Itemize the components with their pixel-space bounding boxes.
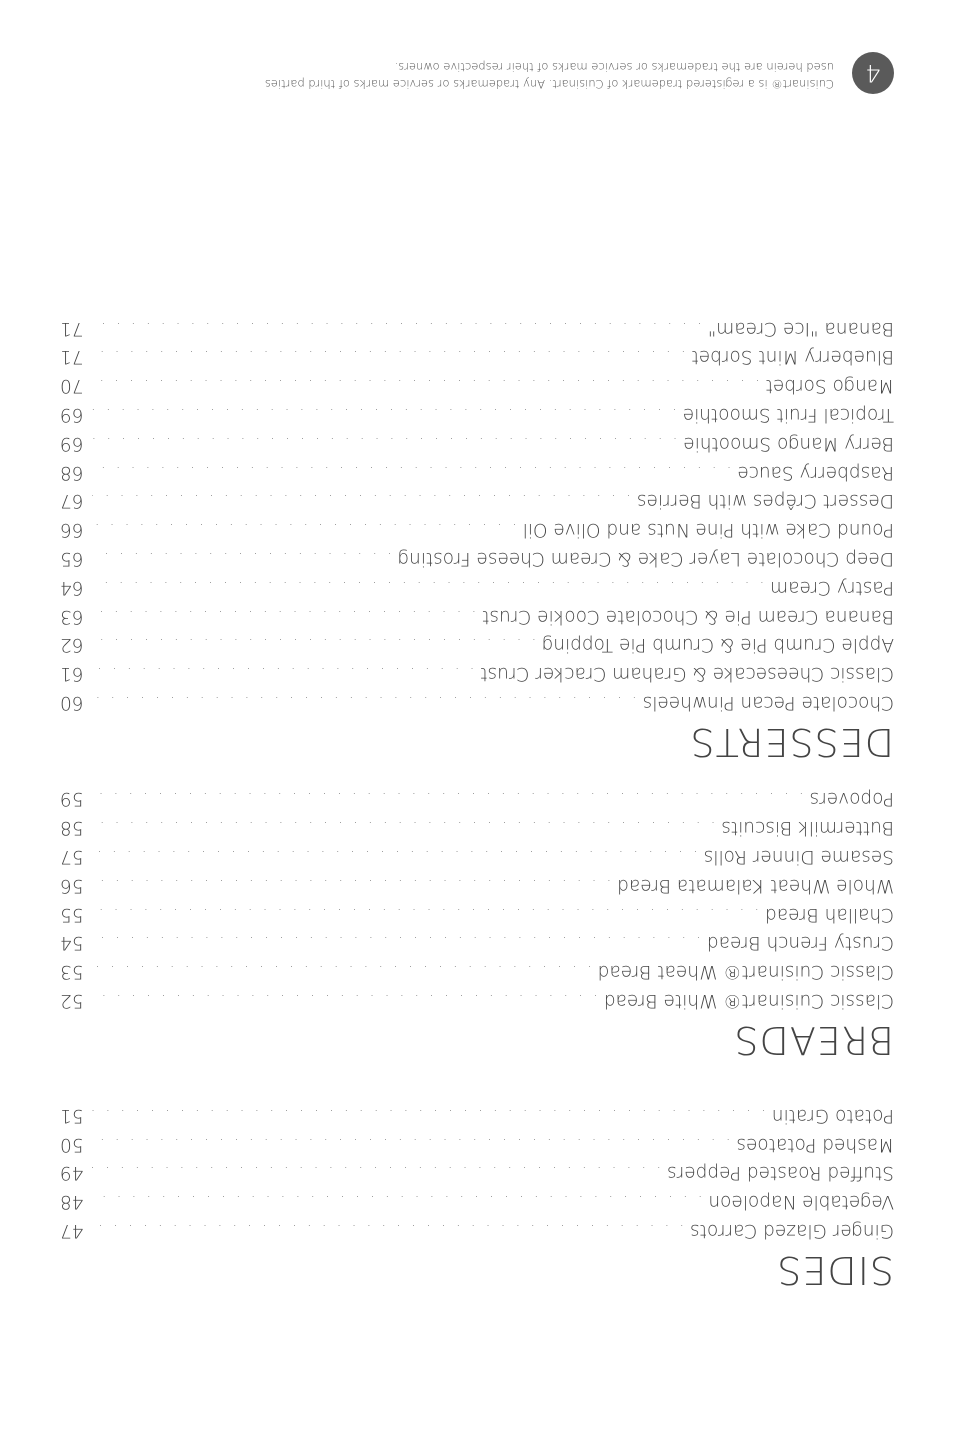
- dot-leader: [92, 955, 592, 984]
- entry-page: 47: [60, 1220, 84, 1241]
- entry-name: Classic Cuisinart® Wheat Bread: [597, 961, 894, 983]
- entry-name: Pound Cake with Pine Nuts and Olive Oil: [522, 519, 894, 541]
- entry-page: 54: [60, 932, 84, 954]
- entry-page: 59: [60, 788, 84, 810]
- entry-page: 52: [60, 990, 84, 1011]
- entry-page: 49: [60, 1162, 84, 1184]
- entry-name: Dessert Crêpes with Berries: [636, 490, 894, 512]
- entry-name: Whole Wheat Kalamata Bread: [617, 874, 894, 896]
- entry-name: Popovers: [809, 788, 894, 810]
- entry-page: 64: [60, 576, 84, 598]
- page-number-badge: 4: [852, 52, 894, 94]
- entry-page: 57: [60, 846, 84, 868]
- toc-entry[interactable]: [60, 1158, 894, 1187]
- dot-leader: [92, 657, 474, 686]
- entry-page: 66: [60, 519, 84, 541]
- entry-name: Stuffed Roasted Peppers: [666, 1162, 894, 1184]
- entry-name: Buttermilk Biscuits: [721, 817, 894, 839]
- toc-entry[interactable]: [60, 428, 894, 457]
- entry-page: 70: [60, 375, 84, 397]
- toc-entry[interactable]: [60, 514, 894, 543]
- entry-name: Classic Cuisinart® White Bread: [603, 990, 894, 1011]
- dot-leader: [92, 398, 677, 427]
- dot-leader: [92, 485, 631, 514]
- entry-page: 61: [60, 663, 84, 685]
- entry-page: 56: [60, 874, 84, 896]
- entry-page: 55: [60, 903, 84, 925]
- dot-leader: [92, 312, 702, 341]
- toc-entry[interactable]: [60, 784, 894, 813]
- toc-entry[interactable]: [60, 1100, 894, 1129]
- section-title: BREADS: [733, 1018, 894, 1062]
- dot-leader: [92, 927, 701, 956]
- entry-page: 67: [60, 490, 84, 512]
- dot-leader: [92, 1128, 730, 1157]
- entry-name: Ginger Glazed Carrots: [690, 1220, 894, 1241]
- toc-entry[interactable]: [60, 313, 894, 342]
- dot-leader: [92, 1214, 684, 1243]
- entry-name: Classic Cheesecake & Graham Cracker Crust: [480, 663, 894, 685]
- entry-page: 51: [60, 1104, 84, 1126]
- entry-name: Apple Crumb Pie & Crumb Pie Topping: [542, 634, 894, 656]
- dot-leader: [92, 427, 677, 456]
- dot-leader: [92, 1157, 661, 1186]
- toc-entry[interactable]: [60, 370, 894, 399]
- entry-name: Challah Bread: [765, 903, 894, 925]
- trademark-notice: [134, 58, 834, 92]
- dot-leader: [92, 1099, 766, 1128]
- toc-entry[interactable]: [60, 342, 894, 371]
- section-desserts: [60, 313, 894, 764]
- dot-leader: [92, 600, 476, 629]
- dot-leader: [92, 513, 517, 542]
- dot-leader: [92, 984, 598, 1013]
- entry-name: Banana Cream Pie & Chocolate Cookie Crust: [482, 605, 894, 627]
- entry-page: 50: [60, 1133, 84, 1155]
- dot-leader: [92, 629, 536, 658]
- entry-name: Vegetable Napoleon: [708, 1191, 894, 1213]
- entry-page: 71: [60, 317, 84, 339]
- toc-entry[interactable]: [60, 928, 894, 957]
- dot-leader: [92, 898, 759, 927]
- toc-entry[interactable]: [60, 812, 894, 841]
- toc-entry[interactable]: [60, 1186, 894, 1215]
- entry-page: 60: [60, 692, 84, 713]
- entry-name: Blueberry Mint Sorbet: [691, 346, 894, 368]
- entry-page: 71: [60, 346, 84, 368]
- toc-entry[interactable]: [60, 572, 894, 601]
- entry-name: Mashed Potatoes: [736, 1133, 894, 1155]
- entry-name: Banana "Ice Cream": [707, 317, 894, 339]
- toc-entry[interactable]: [60, 486, 894, 515]
- trademark-line-2: used herein are the trademarks or service marks of their respective owners.: [394, 60, 834, 74]
- entry-page: 48: [60, 1191, 84, 1213]
- entry-name: Mango Sorbet: [765, 375, 894, 397]
- toc-entry[interactable]: [60, 1129, 894, 1158]
- toc-entry[interactable]: [60, 870, 894, 899]
- entry-name: Tropical Fruit Smoothie: [682, 404, 894, 426]
- toc-entry[interactable]: [60, 985, 894, 1014]
- section-title: DESSERTS: [689, 720, 894, 764]
- toc-entry[interactable]: [60, 687, 894, 716]
- dot-leader: [92, 783, 804, 812]
- dot-leader: [92, 686, 637, 715]
- entry-name: Pastry Cream: [770, 576, 894, 598]
- dot-leader: [92, 369, 760, 398]
- dot-leader: [92, 811, 715, 840]
- entry-page: 68: [60, 461, 84, 483]
- dot-leader: [92, 456, 731, 485]
- entry-page: 53: [60, 961, 84, 983]
- entry-name: Potato Gratin: [771, 1104, 894, 1126]
- entry-page: 58: [60, 817, 84, 839]
- trademark-line-1: Cuisinart® is a registered trademark of Cuisinart. Any trademarks or service marks of third parties: [264, 77, 834, 91]
- toc-entry[interactable]: [60, 630, 894, 659]
- section-breads: [60, 784, 894, 1062]
- dot-leader: [92, 840, 698, 869]
- entry-page: 69: [60, 432, 84, 454]
- section-title: SIDES: [776, 1248, 894, 1292]
- toc-entry[interactable]: [60, 543, 894, 572]
- toc-entry[interactable]: [60, 457, 894, 486]
- entry-page: 62: [60, 634, 84, 656]
- toc-entry[interactable]: [60, 399, 894, 428]
- toc-entry[interactable]: [60, 956, 894, 985]
- dot-leader: [92, 542, 392, 571]
- entry-name: Raspberry Sauce: [737, 461, 894, 483]
- toc-entry[interactable]: [60, 1215, 894, 1244]
- entry-page: 65: [60, 548, 84, 570]
- dot-leader: [92, 341, 685, 370]
- section-sides: [60, 1100, 894, 1292]
- entry-name: Sesame Dinner Rolls: [703, 846, 894, 868]
- toc-entry[interactable]: [60, 601, 894, 630]
- dot-leader: [92, 869, 611, 898]
- dot-leader: [92, 1185, 702, 1214]
- toc-entry[interactable]: [60, 841, 894, 870]
- entry-name: Crusty French Bread: [706, 932, 894, 954]
- page-footer: [60, 34, 894, 94]
- entry-name: Deep Chocolate Layer Cake & Cream Cheese Frosting: [397, 548, 894, 570]
- dot-leader: [92, 571, 764, 600]
- entry-name: Chocolate Pecan Pinwheels: [642, 692, 894, 713]
- entry-name: Berry Mango Smoothie: [683, 432, 894, 454]
- entry-page: 63: [60, 605, 84, 627]
- toc-entry[interactable]: [60, 899, 894, 928]
- toc-entry[interactable]: [60, 658, 894, 687]
- entry-page: 69: [60, 404, 84, 426]
